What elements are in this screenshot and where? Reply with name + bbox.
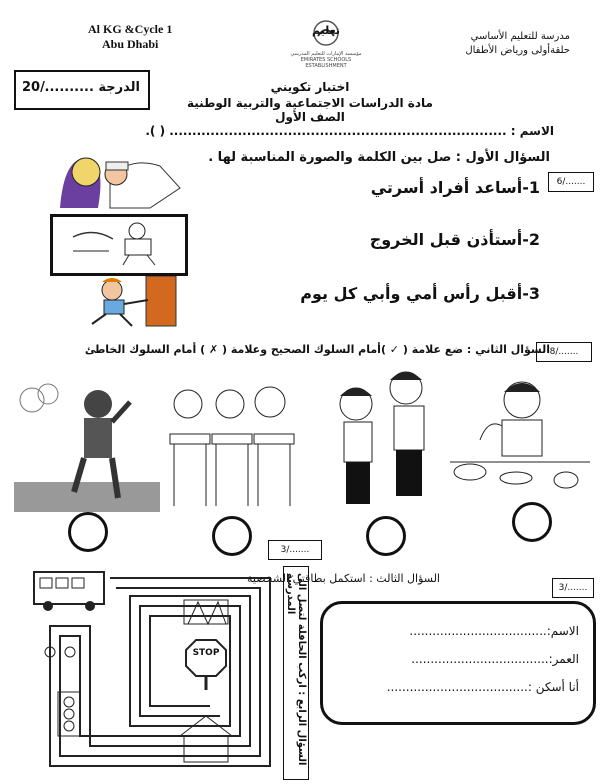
picture-classroom-desks	[166, 372, 302, 512]
logo-text: تعليم	[312, 24, 340, 37]
ministry-logo	[282, 18, 370, 69]
picture-asking-permission	[50, 214, 188, 276]
answer-circle-2[interactable]	[212, 516, 252, 556]
q1-item-1: 1-أساعد أفراد أسرتي	[370, 178, 540, 197]
grade-label: الدرجة ..........	[44, 80, 140, 95]
q1-title: السؤال الأول : صل بين الكلمة والصورة المناسبة لها .	[208, 150, 550, 165]
picture-boy-eating	[450, 370, 590, 500]
stop-sign-text: STOP	[192, 648, 220, 658]
q3-score-box: 3/.......	[552, 578, 594, 598]
q1-score-box: 6/.......	[548, 172, 594, 192]
picture-helping-family	[62, 276, 182, 328]
id-name-field[interactable]: الاسم:....................................	[409, 624, 579, 638]
q4-title: السؤال الرابع : اركب الحافلة لتصل الى المدرسة	[285, 573, 307, 766]
q3-title: السؤال الثالث : استكمل بطاقتي الشخصية	[247, 572, 440, 585]
picture-kissing-parents	[50, 148, 184, 210]
school-line-ar-1: مدرسة للتعليم الأساسي	[470, 31, 570, 42]
school-name-ar	[465, 30, 570, 58]
grade-total: 20/	[22, 80, 45, 95]
grade-box	[14, 70, 150, 110]
id-address-field[interactable]: أنا أسكن :.....................................	[386, 680, 579, 694]
school-line-1: Al KG &Cycle 1	[88, 22, 173, 36]
q2-title: السؤال الثاني : ضع علامة ( ✓ )أمام السلوك الصحيح وعلامة ( ✗ ) أمام السلوك الخاطئ	[84, 343, 550, 356]
q1-item-3: 3-أقبل رأس أمي وأبي كل يوم	[300, 284, 540, 303]
bus-to-school-maze	[30, 566, 280, 776]
school-line-ar-2: حلقةأولى ورياض الأطفال	[465, 45, 570, 56]
q1-item-2: 2-أستأذن قبل الخروج	[369, 230, 540, 249]
answer-circle-1[interactable]	[68, 512, 108, 552]
picture-boys-talking	[326, 364, 436, 514]
test-title: اختبار تكويني	[270, 80, 350, 94]
logo-caption: مؤسسة الإمارات للتعليم المدرسي EMIRATES SCHOOLS ESTABLISHMENT	[290, 51, 362, 69]
id-card	[320, 601, 596, 725]
subject-title: مادة الدراسات الاجتماعية والتربية الوطنية الصف الأول	[187, 96, 433, 124]
student-name-field[interactable]: الاسم : .......................................................................... ( ).	[145, 124, 554, 138]
answer-circle-4[interactable]	[512, 502, 552, 542]
q4-score-box: 3/.......	[268, 540, 322, 560]
school-name-en	[88, 22, 172, 52]
q4-title-box	[283, 566, 309, 780]
id-age-field[interactable]: العمر:....................................	[411, 652, 579, 666]
q2-score-box: 8/.......	[536, 342, 592, 362]
school-line-2: Abu Dhabi	[102, 37, 159, 51]
picture-writing-on-wall	[14, 372, 160, 512]
answer-circle-3[interactable]	[366, 516, 406, 556]
